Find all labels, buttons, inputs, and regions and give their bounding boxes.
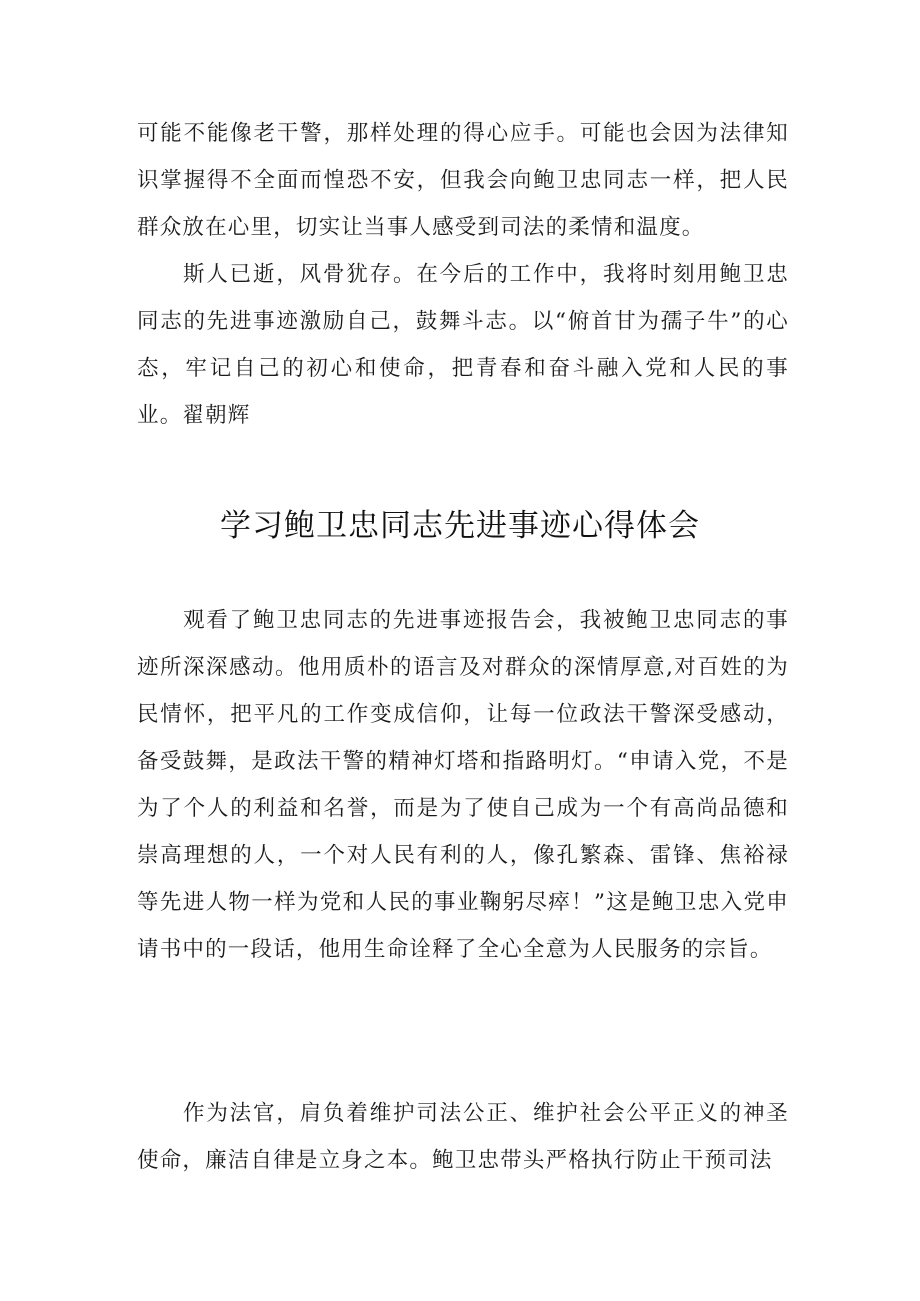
paragraph-intro: 观看了鲍卫忠同志的先进事迹报告会，我被鲍卫忠同志的事迹所深深感动。他用质朴的语言及对群众的深情厚意,对百姓的为民情怀，把平凡的工作变成信仰，让每一位政法干警深受感动，备受鼓舞，是政法干警的精神灯塔和指路明灯。“申请入党，不是为了个人的利益和名誉，而是为了使自己成为一个有高尚品德和崇高理想的人，一个对人民有利的人，像孔繁森、雷锋、焦裕禄等先进人物一样为党和人民的事业鞠躬尽瘁！”这是鲍卫忠入党申请书中的一段话，他用生命诠释了全心全意为人民服务的宗旨。 <box>137 608 789 962</box>
paragraph-judge-duty: 作为法官，肩负着维护司法公正、维护社会公平正义的神圣使命，廉洁自律是立身之本。鲍卫忠带头严格执行防止干预司法 <box>137 1101 789 1173</box>
article-title: 学习鲍卫忠同志先进事迹心得体会 <box>220 508 700 544</box>
paragraph-closing: 斯人已逝，风骨犹存。在今后的工作中，我将时刻用鲍卫忠同志的先进事迹激励自己，鼓舞斗志。以“俯首甘为孺子牛”的心态，牢记自己的初心和使命，把青春和奋斗融入党和人民的事业。翟朝辉 <box>137 262 789 428</box>
paragraph-continuation: 可能不能像老干警，那样处理的得心应手。可能也会因为法律知识掌握得不全面而惶恐不安，但我会向鲍卫忠同志一样，把人民群众放在心里，切实让当事人感受到司法的柔情和温度。 <box>137 121 789 240</box>
